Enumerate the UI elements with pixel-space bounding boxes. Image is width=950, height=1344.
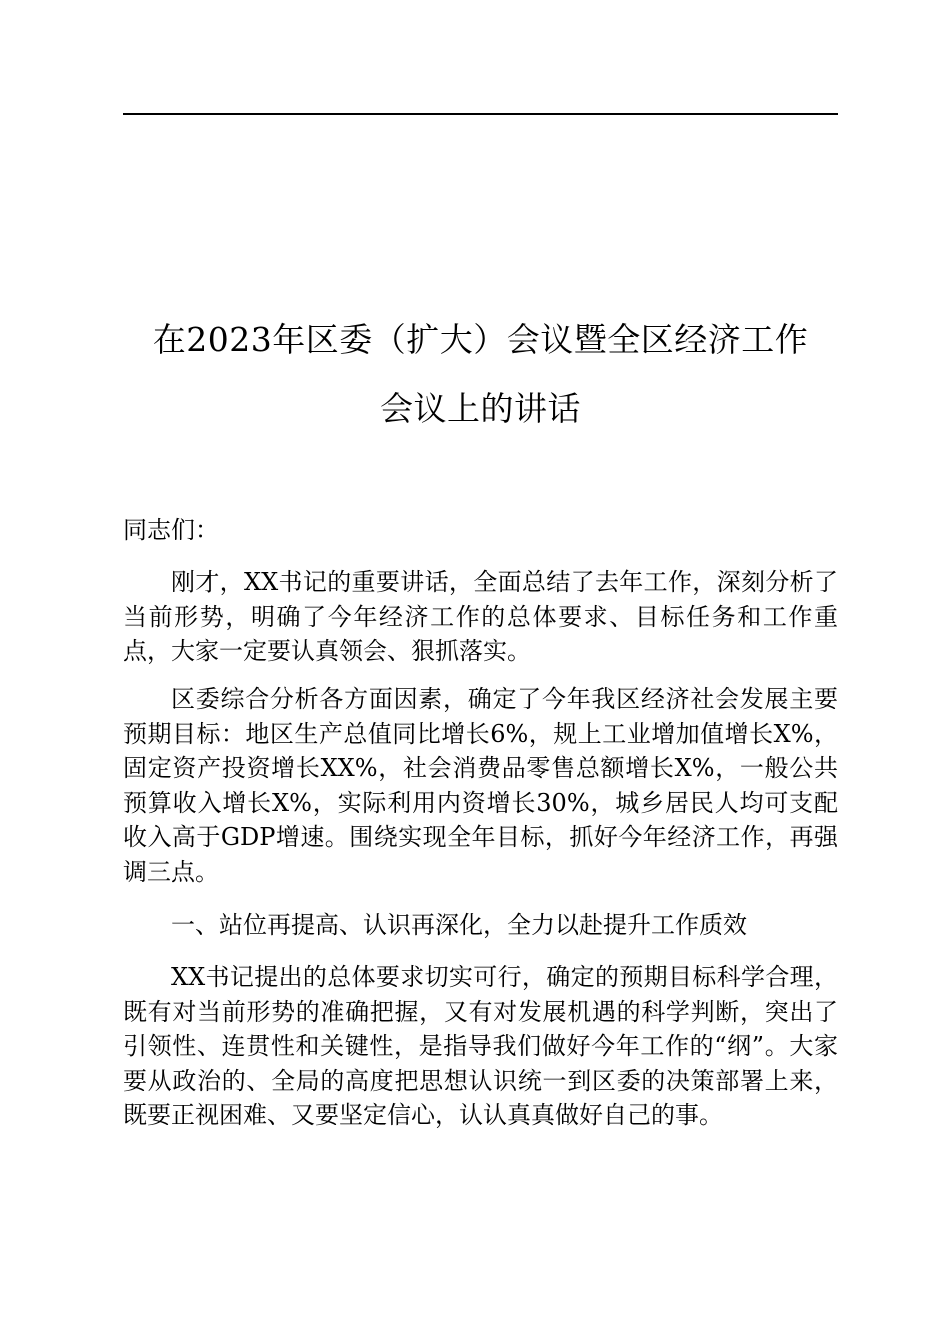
section-heading-1: 一、站位再提高、认识再深化，全力以赴提升工作质效 — [171, 911, 747, 939]
paragraph-targets: 区委综合分析各方面因素，确定了今年我区经济社会发展主要预期目标：地区生产总值同比增长6%，规上工业增加值增长X%，固定资产投资增长XX%，社会消费品零售总额增长X%，一般公共预算收入增长X%，实际利用内资增长30%，城乡居民人均可支配收入高于GDP增速。围绕实现全年目标，抓好今年经济工作，再强调三点。 — [123, 685, 838, 886]
document-title-line-2: 会议上的讲话 — [380, 389, 581, 428]
paragraph-opening: 刚才，XX书记的重要讲话，全面总结了去年工作，深刻分析了当前形势，明确了今年经济工作的总体要求、目标任务和工作重点，大家一定要认真领会、狠抓落实。 — [123, 568, 838, 665]
header-rule — [123, 113, 838, 115]
salutation: 同志们： — [123, 516, 219, 544]
document-title-line-1: 在2023年区委（扩大）会议暨全区经济工作 — [152, 320, 809, 359]
paragraph-requirements: XX书记提出的总体要求切实可行，确定的预期目标科学合理，既有对当前形势的准确把握，又有对发展机遇的科学判断，突出了引领性、连贯性和关键性，是指导我们做好今年工作的“纲”。大家要从政治的、全局的高度把思想认识统一到区委的决策部署上来，既要正视困难、又要坚定信心，认认真真做好自己的事。 — [123, 963, 838, 1129]
